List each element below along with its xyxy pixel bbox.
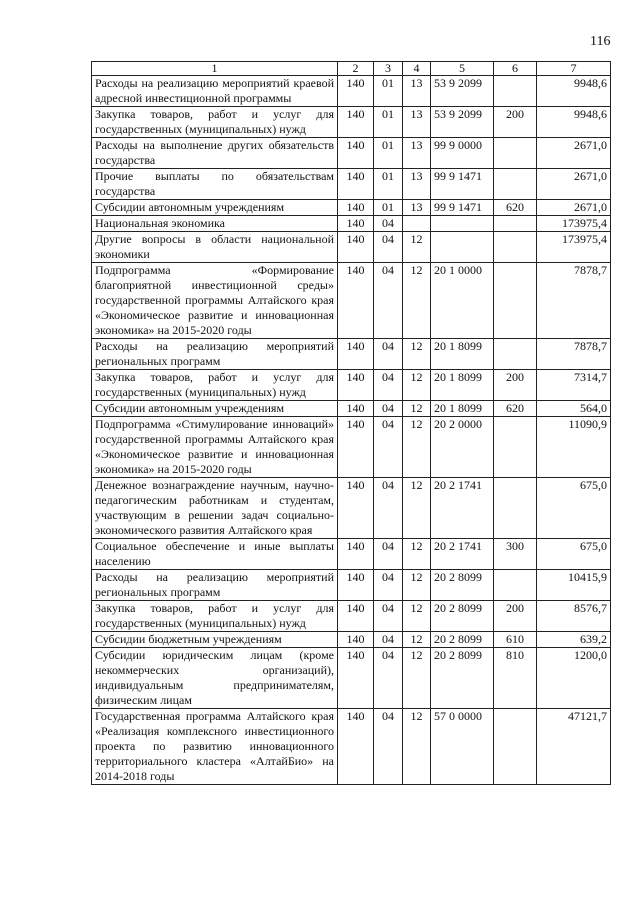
table-row xyxy=(92,107,611,138)
table-row xyxy=(92,339,611,370)
row-amount-cell: 7878,7 xyxy=(537,263,611,339)
row-section-cell: 04 xyxy=(374,570,403,601)
row-expense-type-cell xyxy=(494,478,537,539)
table-row xyxy=(92,200,611,216)
row-target-article-cell: 20 2 8099 xyxy=(431,648,494,709)
row-subsection-cell: 12 xyxy=(403,632,431,648)
header-cell: 2 xyxy=(338,62,374,76)
row-target-article-cell: 20 1 0000 xyxy=(431,263,494,339)
row-subsection-cell: 12 xyxy=(403,570,431,601)
row-expense-type-cell: 810 xyxy=(494,648,537,709)
row-name-cell: Национальная экономика xyxy=(92,216,338,232)
row-target-article-cell: 20 1 8099 xyxy=(431,370,494,401)
header-cell: 1 xyxy=(92,62,338,76)
row-name-cell: Государственная программа Алтайского края «Реализация комплексного инвестиционного проекта по развитию инновационного территориального кластера «АлтайБио» на 2014-2018 годы xyxy=(92,709,338,785)
row-name-cell: Закупка товаров, работ и услуг для государственных (муниципальных) нужд xyxy=(92,601,338,632)
row-name-cell: Расходы на реализацию мероприятий региональных программ xyxy=(92,339,338,370)
header-cell: 4 xyxy=(403,62,431,76)
row-amount-cell: 9948,6 xyxy=(537,76,611,107)
row-subsection-cell: 12 xyxy=(403,709,431,785)
row-name-cell: Субсидии автономным учреждениям xyxy=(92,401,338,417)
row-target-article-cell: 20 2 0000 xyxy=(431,417,494,478)
table-row xyxy=(92,632,611,648)
row-name-cell: Закупка товаров, работ и услуг для государственных (муниципальных) нужд xyxy=(92,107,338,138)
row-subsection-cell: 12 xyxy=(403,370,431,401)
row-target-article-cell: 20 1 8099 xyxy=(431,339,494,370)
row-name-cell: Субсидии бюджетным учреждениям xyxy=(92,632,338,648)
page-number: 116 xyxy=(590,34,611,49)
row-name-cell: Социальное обеспечение и иные выплаты населению xyxy=(92,539,338,570)
row-target-article-cell xyxy=(431,232,494,263)
row-target-article-cell: 20 2 8099 xyxy=(431,632,494,648)
row-amount-cell: 1200,0 xyxy=(537,648,611,709)
row-section-cell: 04 xyxy=(374,339,403,370)
row-expense-type-cell: 620 xyxy=(494,200,537,216)
row-section-cell: 01 xyxy=(374,76,403,107)
row-expense-type-cell xyxy=(494,169,537,200)
header-row xyxy=(92,62,611,76)
row-section-cell: 04 xyxy=(374,601,403,632)
table-row xyxy=(92,263,611,339)
row-grbs-cell: 140 xyxy=(338,709,374,785)
row-target-article-cell: 20 2 8099 xyxy=(431,601,494,632)
row-name-cell: Подпрограмма «Формирование благоприятной инвестиционной среды» государственной программы Алтайского края «Экономическое развитие и инновационная экономика» на 2015-2020 годы xyxy=(92,263,338,339)
row-target-article-cell xyxy=(431,216,494,232)
row-grbs-cell: 140 xyxy=(338,263,374,339)
row-amount-cell: 9948,6 xyxy=(537,107,611,138)
row-subsection-cell: 12 xyxy=(403,401,431,417)
row-expense-type-cell xyxy=(494,216,537,232)
row-amount-cell: 639,2 xyxy=(537,632,611,648)
row-expense-type-cell xyxy=(494,709,537,785)
row-grbs-cell: 140 xyxy=(338,632,374,648)
row-amount-cell: 675,0 xyxy=(537,539,611,570)
table-row xyxy=(92,709,611,785)
table-row xyxy=(92,417,611,478)
row-subsection-cell: 12 xyxy=(403,417,431,478)
row-name-cell: Подпрограмма «Стимулирование инноваций» государственной программы Алтайского края «Экономическое развитие и инновационная экономика» на 2015-2020 годы xyxy=(92,417,338,478)
row-amount-cell: 173975,4 xyxy=(537,232,611,263)
row-expense-type-cell: 610 xyxy=(494,632,537,648)
row-grbs-cell: 140 xyxy=(338,370,374,401)
row-expense-type-cell: 200 xyxy=(494,370,537,401)
row-section-cell: 04 xyxy=(374,370,403,401)
row-subsection-cell: 13 xyxy=(403,138,431,169)
row-section-cell: 04 xyxy=(374,539,403,570)
row-section-cell: 01 xyxy=(374,138,403,169)
table-row xyxy=(92,570,611,601)
row-section-cell: 04 xyxy=(374,632,403,648)
row-name-cell: Расходы на реализацию мероприятий краевой адресной инвестиционной программы xyxy=(92,76,338,107)
row-amount-cell: 2671,0 xyxy=(537,200,611,216)
row-expense-type-cell: 200 xyxy=(494,601,537,632)
row-amount-cell: 2671,0 xyxy=(537,138,611,169)
table-row xyxy=(92,478,611,539)
row-grbs-cell: 140 xyxy=(338,76,374,107)
header-cell: 7 xyxy=(537,62,611,76)
row-expense-type-cell xyxy=(494,570,537,601)
row-amount-cell: 173975,4 xyxy=(537,216,611,232)
table-row xyxy=(92,76,611,107)
table-row xyxy=(92,401,611,417)
row-target-article-cell: 20 2 1741 xyxy=(431,539,494,570)
row-amount-cell: 2671,0 xyxy=(537,169,611,200)
row-grbs-cell: 140 xyxy=(338,539,374,570)
row-subsection-cell xyxy=(403,216,431,232)
row-grbs-cell: 140 xyxy=(338,339,374,370)
row-expense-type-cell: 620 xyxy=(494,401,537,417)
row-grbs-cell: 140 xyxy=(338,169,374,200)
row-name-cell: Другие вопросы в области национальной экономики xyxy=(92,232,338,263)
row-section-cell: 04 xyxy=(374,216,403,232)
row-subsection-cell: 13 xyxy=(403,169,431,200)
header-cell: 6 xyxy=(494,62,537,76)
row-expense-type-cell: 200 xyxy=(494,107,537,138)
row-subsection-cell: 12 xyxy=(403,648,431,709)
row-target-article-cell: 20 2 1741 xyxy=(431,478,494,539)
row-name-cell: Денежное вознаграждение научным, научно-педагогическим работникам и студентам, участвующим в решении задач социально-экономического развития Алтайского края xyxy=(92,478,338,539)
row-section-cell: 01 xyxy=(374,107,403,138)
table-row xyxy=(92,232,611,263)
row-grbs-cell: 140 xyxy=(338,601,374,632)
row-grbs-cell: 140 xyxy=(338,107,374,138)
row-subsection-cell: 12 xyxy=(403,539,431,570)
table-row xyxy=(92,539,611,570)
row-expense-type-cell xyxy=(494,339,537,370)
row-section-cell: 01 xyxy=(374,200,403,216)
row-name-cell: Прочие выплаты по обязательствам государства xyxy=(92,169,338,200)
row-section-cell: 04 xyxy=(374,648,403,709)
row-section-cell: 01 xyxy=(374,169,403,200)
table-row xyxy=(92,138,611,169)
row-target-article-cell: 20 1 8099 xyxy=(431,401,494,417)
row-amount-cell: 675,0 xyxy=(537,478,611,539)
row-expense-type-cell xyxy=(494,138,537,169)
table-row xyxy=(92,169,611,200)
row-subsection-cell: 12 xyxy=(403,478,431,539)
row-amount-cell: 7878,7 xyxy=(537,339,611,370)
row-name-cell: Субсидии юридическим лицам (кроме некоммерческих организаций), индивидуальным предпринимателям, физическим лицам xyxy=(92,648,338,709)
row-grbs-cell: 140 xyxy=(338,478,374,539)
row-subsection-cell: 12 xyxy=(403,232,431,263)
header-cell: 5 xyxy=(431,62,494,76)
row-section-cell: 04 xyxy=(374,709,403,785)
row-grbs-cell: 140 xyxy=(338,138,374,169)
row-subsection-cell: 13 xyxy=(403,200,431,216)
table-row xyxy=(92,648,611,709)
row-grbs-cell: 140 xyxy=(338,570,374,601)
row-expense-type-cell xyxy=(494,76,537,107)
row-expense-type-cell xyxy=(494,263,537,339)
row-expense-type-cell xyxy=(494,232,537,263)
row-name-cell: Закупка товаров, работ и услуг для государственных (муниципальных) нужд xyxy=(92,370,338,401)
row-amount-cell: 10415,9 xyxy=(537,570,611,601)
row-target-article-cell: 99 9 1471 xyxy=(431,200,494,216)
table-row xyxy=(92,216,611,232)
row-section-cell: 04 xyxy=(374,401,403,417)
row-amount-cell: 7314,7 xyxy=(537,370,611,401)
row-target-article-cell: 99 9 1471 xyxy=(431,169,494,200)
row-target-article-cell: 20 2 8099 xyxy=(431,570,494,601)
row-grbs-cell: 140 xyxy=(338,232,374,263)
row-section-cell: 04 xyxy=(374,232,403,263)
row-target-article-cell: 53 9 2099 xyxy=(431,76,494,107)
row-section-cell: 04 xyxy=(374,417,403,478)
row-grbs-cell: 140 xyxy=(338,417,374,478)
row-target-article-cell: 57 0 0000 xyxy=(431,709,494,785)
header-cell: 3 xyxy=(374,62,403,76)
row-expense-type-cell: 300 xyxy=(494,539,537,570)
row-grbs-cell: 140 xyxy=(338,401,374,417)
row-grbs-cell: 140 xyxy=(338,648,374,709)
row-amount-cell: 47121,7 xyxy=(537,709,611,785)
row-subsection-cell: 13 xyxy=(403,107,431,138)
table-row xyxy=(92,370,611,401)
row-subsection-cell: 12 xyxy=(403,263,431,339)
row-name-cell: Расходы на реализацию мероприятий региональных программ xyxy=(92,570,338,601)
row-expense-type-cell xyxy=(494,417,537,478)
row-amount-cell: 564,0 xyxy=(537,401,611,417)
row-section-cell: 04 xyxy=(374,263,403,339)
budget-table xyxy=(91,61,611,785)
row-name-cell: Субсидии автономным учреждениям xyxy=(92,200,338,216)
row-subsection-cell: 12 xyxy=(403,601,431,632)
row-subsection-cell: 13 xyxy=(403,76,431,107)
row-subsection-cell: 12 xyxy=(403,339,431,370)
row-target-article-cell: 99 9 0000 xyxy=(431,138,494,169)
row-grbs-cell: 140 xyxy=(338,200,374,216)
row-amount-cell: 8576,7 xyxy=(537,601,611,632)
table-row xyxy=(92,601,611,632)
row-target-article-cell: 53 9 2099 xyxy=(431,107,494,138)
row-section-cell: 04 xyxy=(374,478,403,539)
row-grbs-cell: 140 xyxy=(338,216,374,232)
row-amount-cell: 11090,9 xyxy=(537,417,611,478)
row-name-cell: Расходы на выполнение других обязательств государства xyxy=(92,138,338,169)
